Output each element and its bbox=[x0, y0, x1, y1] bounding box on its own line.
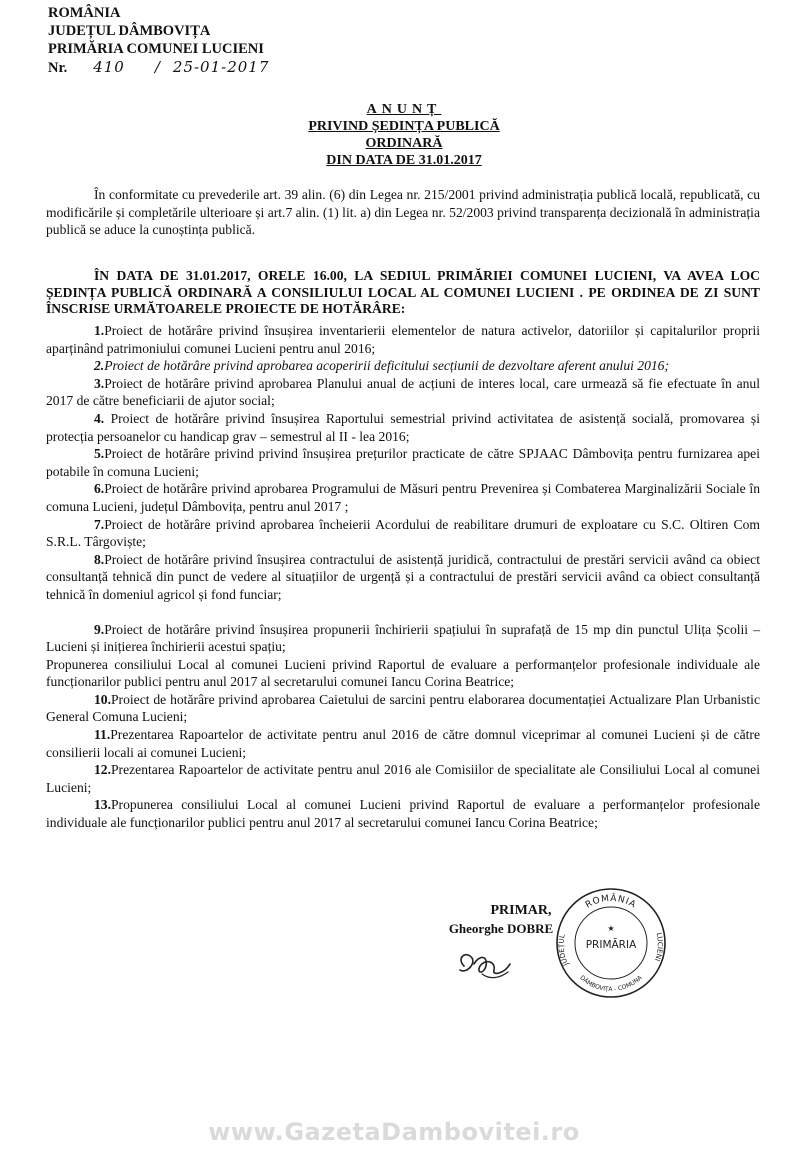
country-line: ROMÂNIA bbox=[48, 5, 121, 21]
registration-number bbox=[48, 58, 269, 77]
agenda-item-number: 4. bbox=[94, 410, 105, 426]
agenda-item bbox=[46, 796, 760, 831]
agenda-item-text: Prezentarea Rapoartelor de activitate pentru anul 2016 de către domnul viceprimar al comunei Lucieni și de către consilierii locali ai comunei Lucieni; bbox=[46, 727, 760, 760]
agenda-item-text: Proiect de hotărâre privind aprobarea Programului de Măsuri pentru Prevenirea și Combaterea Marginalizării Sociale în comuna Lucieni, județul Dâmbovița, pentru anul 2017 ; bbox=[46, 481, 760, 514]
title-date: DIN DATA DE 31.01.2017 bbox=[326, 153, 482, 168]
title-type: ORDINARĂ bbox=[365, 136, 443, 151]
meeting-announcement: ÎN DATA DE 31.01.2017, ORELE 16.00, LA SEDIUL PRIMĂRIEI COMUNEI LUCIENI, VA AVEA LOC ȘEDINȚA PUBLICĂ ORDINARĂ A CONSILIULUI LOCAL AL COMUNEI LUCIENI . PE ORDINEA DE ZI SUNT ÎNSCRISE URMĂTOARELE PROIECTE DE HOTĂRÂRE: bbox=[46, 268, 760, 316]
site-watermark: www.GazetaDambovitei.ro bbox=[208, 1118, 580, 1146]
agenda-item-number: 11. bbox=[94, 727, 111, 743]
nr-date: 25-01-2017 bbox=[172, 58, 270, 76]
signature-block bbox=[436, 902, 566, 938]
mayor-name: Gheorghe DOBRE bbox=[448, 921, 554, 936]
agenda-item-number: 8. bbox=[94, 551, 105, 567]
agenda-item bbox=[46, 516, 760, 551]
agenda-item bbox=[46, 761, 760, 796]
agenda-item-number: 12. bbox=[94, 762, 111, 778]
agenda-item-text: Prezentarea Rapoartelor de activitate pentru anul 2016 ale Comisiilor de specialitate ale Consiliului Local al comunei Lucieni; bbox=[46, 762, 760, 795]
agenda-item bbox=[46, 410, 760, 445]
agenda-item-number: 3. bbox=[94, 375, 105, 391]
agenda-item bbox=[46, 691, 760, 726]
agenda-item-text: Proiect de hotărâre privind însușirea Raportului semestrial privind activitatea de asistență socială, promovarea și protecția persoanelor cu handicap grav – semestrul al II - lea 2016; bbox=[46, 410, 760, 444]
stamp-bottom-text: DÂMBOVIȚA - COMUNA bbox=[578, 974, 644, 994]
agenda-item-text: Propunerea consiliului Local al comunei Lucieni privind Raportul de evaluare a performanțelor profesionale individuale ale funcționarilor publici pentru anul 2017 al secretarului comunei Iancu Corina Beatrice; bbox=[46, 656, 760, 690]
agenda-item bbox=[46, 726, 760, 761]
nr-label: Nr. bbox=[48, 60, 68, 76]
nr-value: 410 bbox=[93, 58, 125, 76]
stamp-left-text: JUDEȚUL bbox=[557, 933, 571, 967]
agenda-item-text: Propunerea consiliului Local al comunei Lucieni privind Raportul de evaluare a performanțelor profesionale individuale ale funcționarilor publici pentru anul 2017 al secretarului comunei Iancu Corina Beatrice; bbox=[46, 797, 760, 831]
county-line: JUDEȚUL DÂMBOVIȚA bbox=[48, 23, 211, 39]
stamp-top-text: ROMÂNIA bbox=[584, 893, 638, 911]
agenda-item-number: 2. bbox=[94, 358, 105, 374]
agenda-item bbox=[46, 375, 760, 410]
svg-text:ROMÂNIA bbox=[584, 892, 638, 911]
stamp-center-text: PRIMĂRIA bbox=[585, 939, 637, 951]
agenda-item-number: 13. bbox=[94, 797, 111, 813]
title-subject: PRIVIND ȘEDINȚA PUBLICĂ bbox=[308, 119, 500, 134]
agenda-item-number: 7. bbox=[94, 516, 105, 532]
agenda-item-text: Proiect de hotărâre privind privind însușirea prețurilor practicate de către SPJAAC Dâmbovița pentru furnizarea apei potabile în comuna Lucieni; bbox=[46, 446, 760, 479]
agenda-item bbox=[46, 621, 760, 656]
agenda-item bbox=[46, 656, 760, 691]
document-header bbox=[48, 4, 269, 77]
agenda-item-text: Proiect de hotărâre privind aprobarea Caietului de sarcini pentru elaborarea documentației Actualizare Plan Urbanistic General Comuna Lucieni; bbox=[46, 691, 760, 725]
agenda-item bbox=[46, 357, 760, 375]
institution-line: PRIMĂRIA COMUNEI LUCIENI bbox=[48, 41, 264, 57]
agenda-item-number: 1. bbox=[94, 323, 105, 338]
agenda-item-number: 9. bbox=[94, 621, 105, 637]
agenda-list bbox=[46, 322, 760, 832]
agenda-item-number: 6. bbox=[94, 481, 105, 497]
svg-text:DÂMBOVIȚA - COMUNA bbox=[578, 974, 644, 993]
agenda-item-number: 10. bbox=[94, 691, 111, 707]
agenda-item-text: Proiect de hotărâre privind aprobarea Planului anual de acțiuni de interes local, care urmează să fie efectuate în anul 2017 de către beneficiarii de ajutor social; bbox=[46, 375, 760, 409]
agenda-item-text: Proiect de hotărâre privind însușirea propunerii închirierii spațiului în suprafață de 15 mp din punctul Ulița Școlii – Lucieni și inițierea închirierii acestui spațiu; bbox=[46, 621, 760, 655]
official-stamp bbox=[553, 885, 669, 1001]
document-title bbox=[0, 101, 788, 169]
handwritten-signature bbox=[452, 944, 522, 982]
agenda-item-text: Proiect de hotărâre privind aprobarea încheierii Acordului de reabilitare drumuri de exploatare cu S.C. Oltiren Com S.R.L. Târgoviște; bbox=[46, 516, 760, 550]
mayor-title: PRIMAR, bbox=[490, 903, 552, 918]
agenda-item bbox=[46, 480, 760, 515]
stamp-right-text: LUCIENI bbox=[652, 931, 664, 963]
agenda-item-text: Proiect de hotărâre privind însușirea contractului de asistență juridică, contractului de prestări servicii având ca obiect consultanță tehnică din punct de vedere al situațiilor de urgență și a contractului de prestări servicii având ca obiect consultanță tehnică în domeniul agricol și fond funciar; bbox=[46, 551, 760, 602]
svg-text:★: ★ bbox=[607, 924, 615, 933]
legal-intro-paragraph: În conformitate cu prevederile art. 39 alin. (6) din Legea nr. 215/2001 privind administrația publică locală, republicată, cu modificările și completările ulterioare și art.7 alin. (1) lit. a) din Legea nr. 52/2003 privind transparența decizională în administrația publică se aduce la cunoștința publică. bbox=[46, 187, 760, 237]
svg-text:JUDEȚUL bbox=[558, 934, 571, 968]
agenda-item bbox=[46, 551, 760, 604]
agenda-item-text: Proiect de hotărâre privind însușirea inventarierii elementelor de natura activelor, datoriilor și capitalurilor proprii aparținând patrimoniului comunei Lucieni pentru anul 2016; bbox=[46, 323, 760, 356]
agenda-item bbox=[46, 322, 760, 357]
agenda-item-number: 5. bbox=[94, 446, 105, 462]
nr-separator: / bbox=[154, 58, 161, 76]
agenda-item-text: Proiect de hotărâre privind aprobarea acoperirii deficitului secțiunii de dezvoltare aferent anului 2016; bbox=[104, 358, 669, 374]
title-announcement: ANUNȚ bbox=[366, 102, 442, 117]
agenda-item bbox=[46, 445, 760, 480]
